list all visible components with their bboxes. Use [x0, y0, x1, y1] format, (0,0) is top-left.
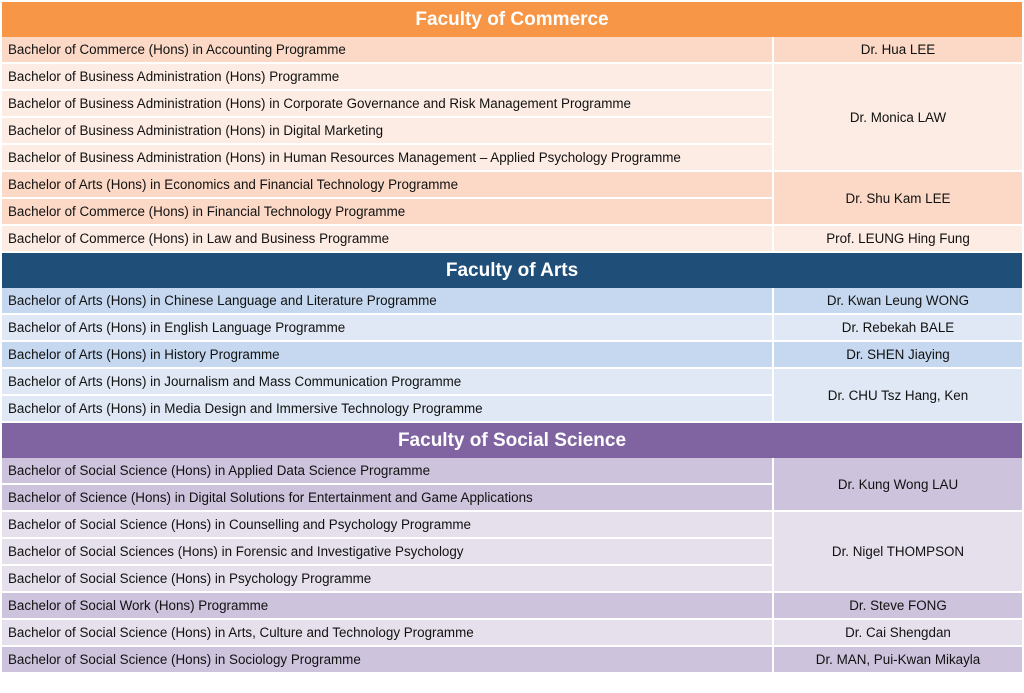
- director-cell: Dr. SHEN Jiaying: [774, 342, 1022, 369]
- table-row: [2, 315, 1022, 342]
- faculty-header-row: [2, 253, 1022, 288]
- programme-cell: Bachelor of Social Science (Hons) in Arts, Culture and Technology Programme: [2, 620, 774, 647]
- table-row: [2, 37, 1022, 64]
- programme-cell: Bachelor of Commerce (Hons) in Law and Business Programme: [2, 226, 774, 253]
- director-cell: Dr. Hua LEE: [774, 37, 1022, 64]
- programme-cell: Bachelor of Social Sciences (Hons) in Forensic and Investigative Psychology: [2, 539, 774, 566]
- director-cell: Prof. LEUNG Hing Fung: [774, 226, 1022, 253]
- director-cell: Dr. Shu Kam LEE: [774, 172, 1022, 226]
- table-row: [2, 342, 1022, 369]
- programme-cell: Bachelor of Business Administration (Hons) in Human Resources Management – Applied Psychology Programme: [2, 145, 774, 172]
- programme-cell: Bachelor of Arts (Hons) in English Language Programme: [2, 315, 774, 342]
- programme-cell: Bachelor of Business Administration (Hons) in Digital Marketing: [2, 118, 774, 145]
- table-row: [2, 64, 1022, 91]
- table-row: [2, 226, 1022, 253]
- programme-cell: Bachelor of Social Science (Hons) in Applied Data Science Programme: [2, 458, 774, 485]
- director-cell: Dr. Nigel THOMPSON: [774, 512, 1022, 593]
- table-row: [2, 620, 1022, 647]
- director-cell: Dr. Kwan Leung WONG: [774, 288, 1022, 315]
- table-row: [2, 172, 1022, 199]
- programme-cell: Bachelor of Arts (Hons) in Journalism and Mass Communication Programme: [2, 369, 774, 396]
- programme-cell: Bachelor of Commerce (Hons) in Accounting Programme: [2, 37, 774, 64]
- director-cell: Dr. Kung Wong LAU: [774, 458, 1022, 512]
- programme-cell: Bachelor of Social Science (Hons) in Sociology Programme: [2, 647, 774, 674]
- programme-cell: Bachelor of Social Science (Hons) in Counselling and Psychology Programme: [2, 512, 774, 539]
- faculty-commerce-title: Faculty of Commerce: [2, 2, 1022, 37]
- table-row: [2, 647, 1022, 674]
- programme-director-table: [2, 2, 1022, 674]
- programme-cell: Bachelor of Commerce (Hons) in Financial Technology Programme: [2, 199, 774, 226]
- director-cell: Dr. Steve FONG: [774, 593, 1022, 620]
- programme-cell: Bachelor of Arts (Hons) in Chinese Language and Literature Programme: [2, 288, 774, 315]
- director-cell: Dr. MAN, Pui-Kwan Mikayla: [774, 647, 1022, 674]
- table-row: [2, 369, 1022, 396]
- director-cell: Dr. Monica LAW: [774, 64, 1022, 172]
- programme-cell: Bachelor of Business Administration (Hons) Programme: [2, 64, 774, 91]
- director-cell: Dr. Rebekah BALE: [774, 315, 1022, 342]
- faculty-header-row: [2, 2, 1022, 37]
- programme-cell: Bachelor of Social Work (Hons) Programme: [2, 593, 774, 620]
- table-row: [2, 288, 1022, 315]
- director-cell: Dr. CHU Tsz Hang, Ken: [774, 369, 1022, 423]
- faculty-arts-title: Faculty of Arts: [2, 253, 1022, 288]
- faculty-social-science-title: Faculty of Social Science: [2, 423, 1022, 458]
- programme-cell: Bachelor of Arts (Hons) in History Programme: [2, 342, 774, 369]
- programme-cell: Bachelor of Arts (Hons) in Economics and Financial Technology Programme: [2, 172, 774, 199]
- table-row: [2, 512, 1022, 539]
- table-row: [2, 593, 1022, 620]
- programme-cell: Bachelor of Arts (Hons) in Media Design and Immersive Technology Programme: [2, 396, 774, 423]
- director-cell: Dr. Cai Shengdan: [774, 620, 1022, 647]
- programme-cell: Bachelor of Social Science (Hons) in Psychology Programme: [2, 566, 774, 593]
- programme-cell: Bachelor of Science (Hons) in Digital Solutions for Entertainment and Game Applications: [2, 485, 774, 512]
- table-row: [2, 458, 1022, 485]
- faculty-header-row: [2, 423, 1022, 458]
- programme-cell: Bachelor of Business Administration (Hons) in Corporate Governance and Risk Management Programme: [2, 91, 774, 118]
